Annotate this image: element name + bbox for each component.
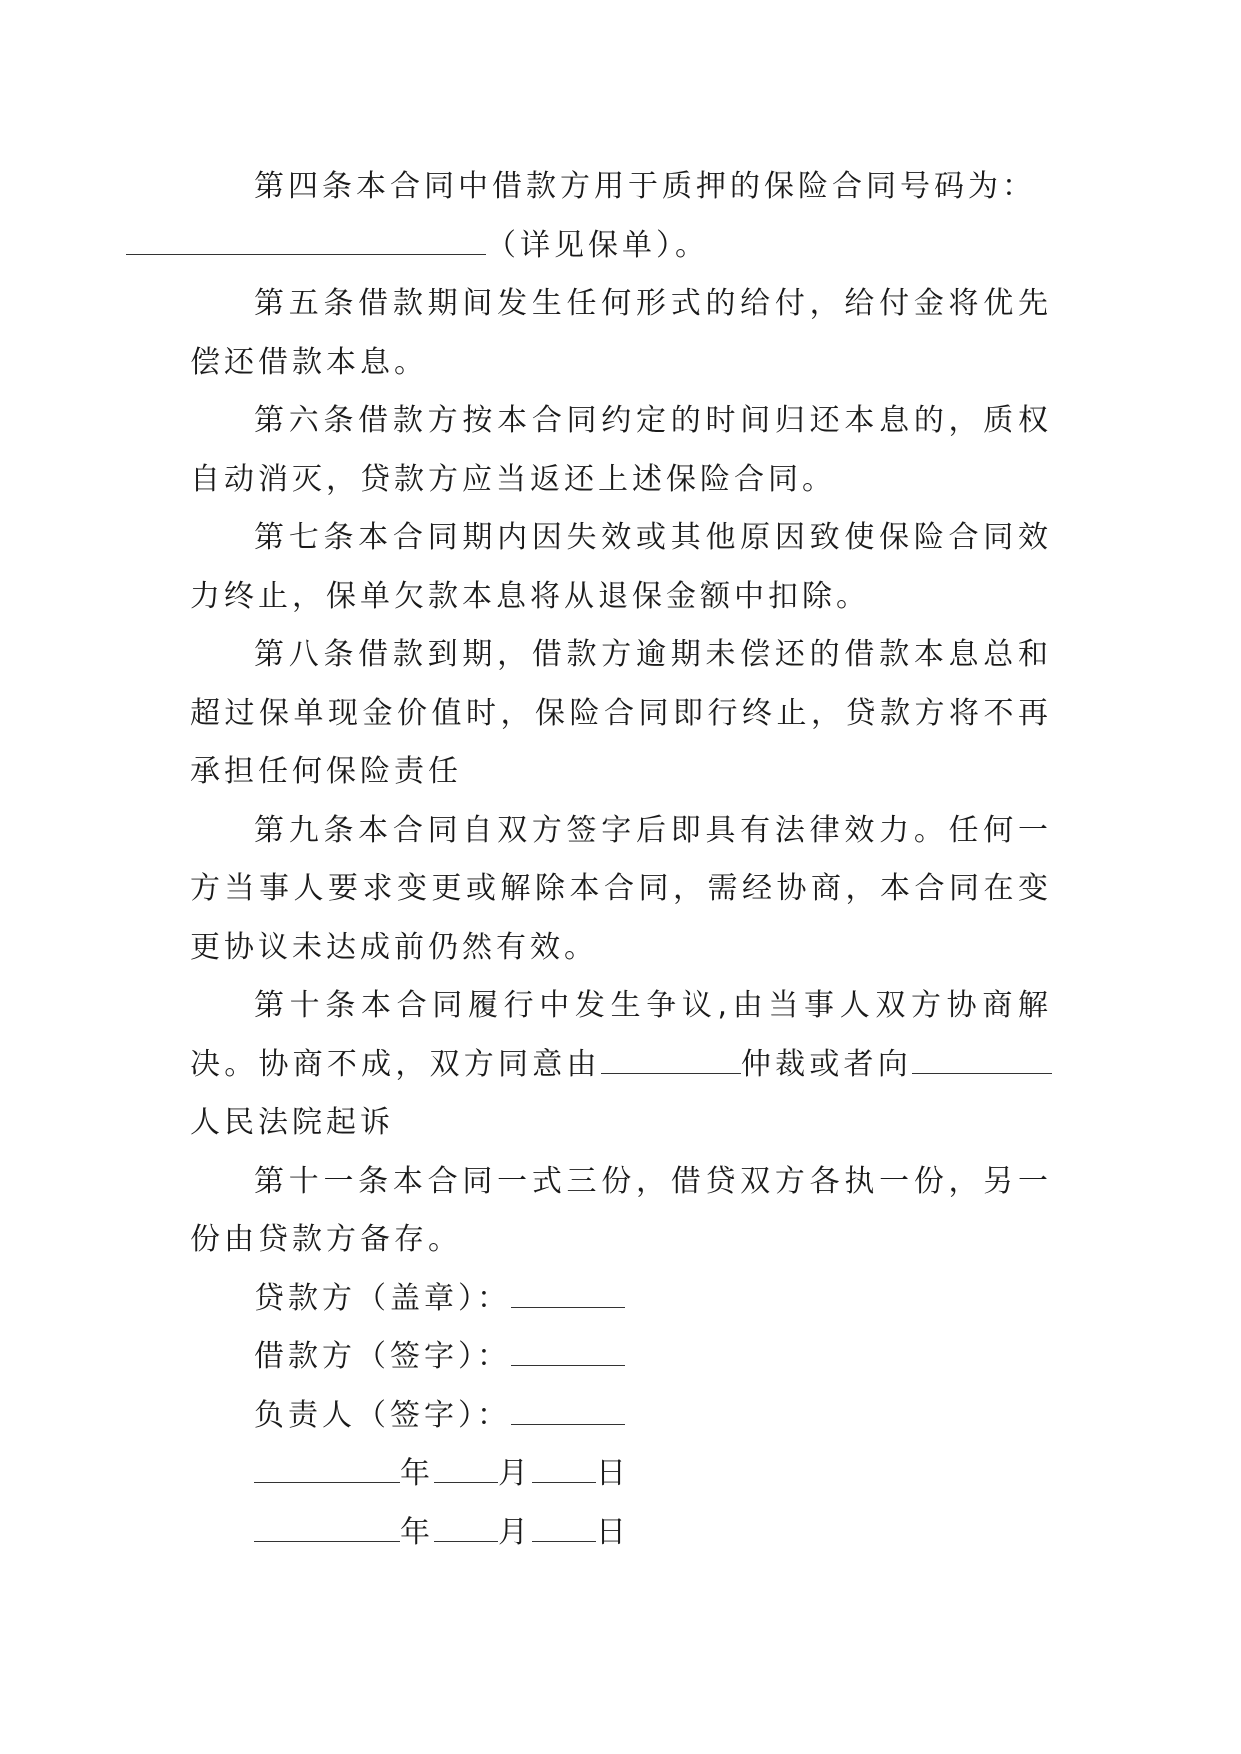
article-4-suffix: （详见保单）。 bbox=[486, 227, 709, 263]
borrower-signature-line bbox=[190, 1328, 1052, 1387]
person-blank bbox=[511, 1423, 625, 1425]
article-10 bbox=[190, 977, 1052, 1153]
article-6: 第六条借款方按本合同约定的时间归还本息的，质权自动消灭，贷款方应当返还上述保险合同。 bbox=[190, 403, 1052, 497]
date-line-1 bbox=[190, 1445, 1052, 1504]
contract-body bbox=[190, 158, 1052, 1562]
policy-number-blank bbox=[126, 253, 486, 255]
month-label: 月 bbox=[498, 1514, 532, 1550]
article-7: 第七条本合同期内因失效或其他原因致使保险合同效力终止，保单欠款本息将从退保金额中扣除。 bbox=[190, 520, 1052, 614]
person-signature-line bbox=[190, 1387, 1052, 1446]
month-blank bbox=[434, 1540, 498, 1542]
year-label: 年 bbox=[400, 1456, 434, 1491]
month-label: 月 bbox=[498, 1456, 532, 1491]
court-blank bbox=[912, 1072, 1052, 1074]
day-blank bbox=[532, 1540, 596, 1542]
article-10-text-1: 第十条本合同履行中发生争议,由当事人双方协商解决。协商不成，双方同意由 bbox=[190, 988, 1052, 1082]
day-label: 日 bbox=[596, 1456, 630, 1491]
lender-label: 贷款方（盖章）： bbox=[254, 1280, 511, 1316]
date-line-2 bbox=[190, 1504, 1052, 1563]
lender-blank bbox=[511, 1306, 625, 1308]
article-5: 第五条借款期间发生任何形式的给付，给付金将优先偿还借款本息。 bbox=[190, 286, 1052, 380]
borrower-label: 借款方（签字）： bbox=[254, 1339, 511, 1374]
year-blank bbox=[254, 1481, 400, 1483]
article-9: 第九条本合同自双方签字后即具有法律效力。任何一方当事人要求变更或解除本合同，需经协商，本合同在变更协议未达成前仍然有效。 bbox=[190, 812, 1052, 965]
year-label: 年 bbox=[400, 1514, 434, 1550]
article-4 bbox=[190, 158, 1052, 275]
article-10-text-2: 仲裁或者向 bbox=[740, 1046, 913, 1082]
article-8: 第八条借款到期，借款方逾期未偿还的借款本息总和超过保单现金价值时，保险合同即行终止，贷款方将不再承担任何保险责任 bbox=[190, 637, 1052, 789]
year-blank bbox=[254, 1540, 400, 1542]
arbitration-blank bbox=[601, 1072, 741, 1074]
lender-signature-line bbox=[190, 1270, 1052, 1329]
month-blank bbox=[434, 1481, 498, 1483]
day-label: 日 bbox=[596, 1514, 630, 1550]
person-label: 负责人（签字）： bbox=[254, 1397, 511, 1433]
article-11: 第十一条本合同一式三份，借贷双方各执一份，另一份由贷款方备存。 bbox=[190, 1163, 1052, 1257]
article-4-text: 第四条本合同中借款方用于质押的保险合同号码为： bbox=[254, 169, 1036, 204]
borrower-blank bbox=[511, 1364, 625, 1366]
article-10-text-3: 人民法院起诉 bbox=[190, 1105, 394, 1140]
day-blank bbox=[532, 1481, 596, 1483]
